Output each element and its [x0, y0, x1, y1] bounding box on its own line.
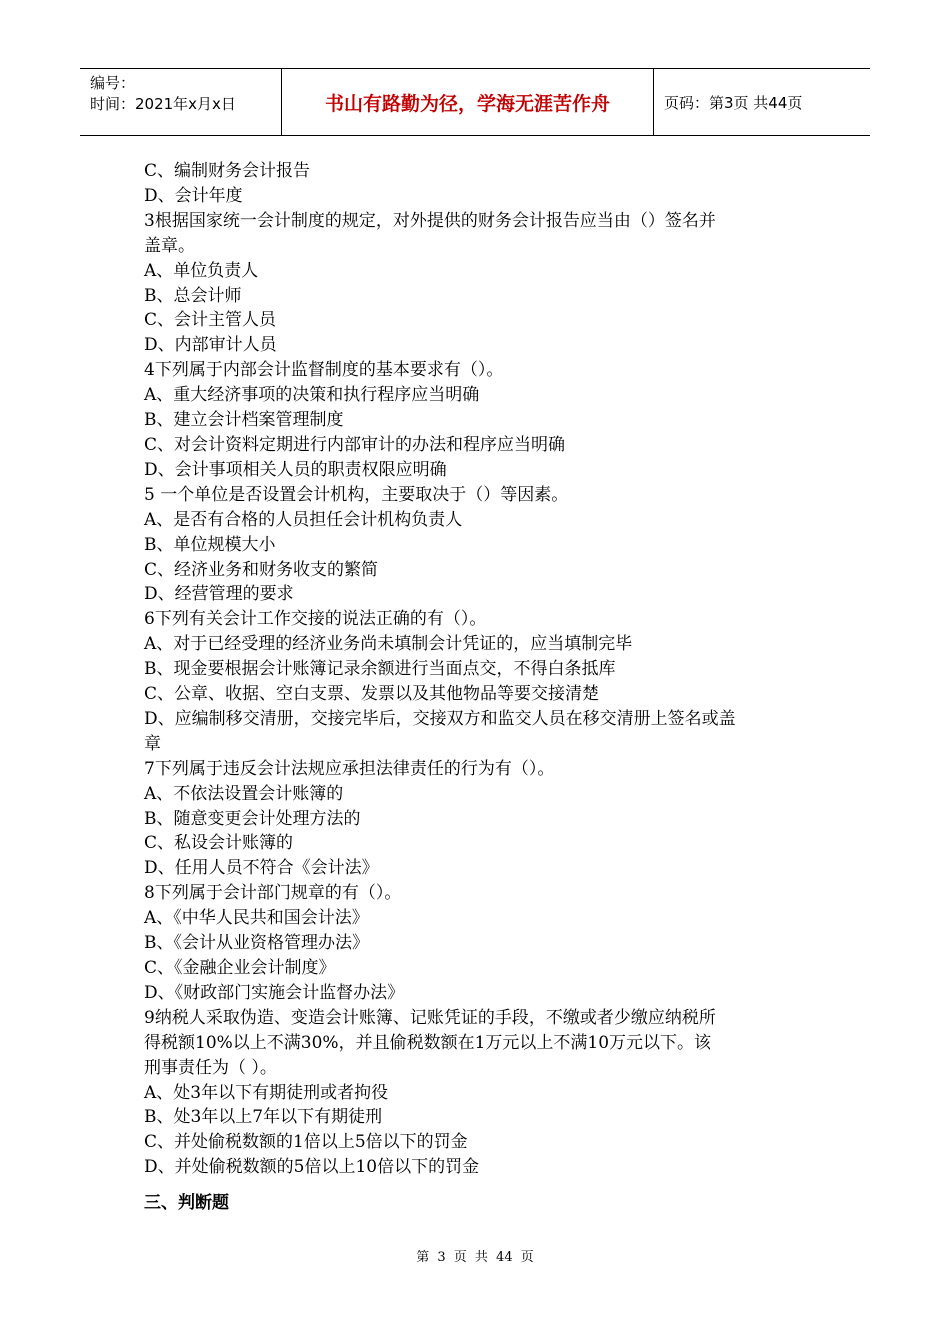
text-line: D、《财政部门实施会计监督办法》: [144, 982, 405, 1003]
text-line: 9纳税人采取伪造、变造会计账簿、记账凭证的手段，不缴或者少缴应纳税所: [144, 1007, 716, 1028]
text-line: C、《金融企业会计制度》: [144, 958, 336, 978]
text-line: C、编制财务会计报告: [144, 161, 311, 181]
text-line: B、现金要根据会计账簿记录余额进行当面点交，不得白条抵库: [144, 659, 616, 680]
text-line: A、单位负责人: [144, 260, 259, 281]
text-line: 6下列有关会计工作交接的说法正确的有（）。: [144, 609, 487, 630]
text-line: D、任用人员不符合《会计法》: [144, 858, 379, 879]
page-header: [80, 68, 870, 136]
text-line: B、随意变更会计处理方法的: [144, 808, 361, 829]
header-page-info: 页码：第3页 共44页: [664, 93, 803, 112]
text-line: B、《会计从业资格管理办法》: [144, 933, 369, 954]
text-line: C、会计主管人员: [144, 310, 277, 331]
header-date-label: 时间：2021年x月x日: [90, 95, 236, 113]
header-meta: [80, 69, 282, 135]
text-line: 4下列属于内部会计监督制度的基本要求有（）。: [144, 360, 504, 381]
text-line: D、会计年度: [144, 185, 243, 206]
page-footer: 第 3 页 共 44 页: [416, 1250, 534, 1265]
text-line: B、单位规模大小: [144, 534, 276, 555]
text-line: 3根据国家统一会计制度的规定，对外提供的财务会计报告应当由（）签名并: [144, 210, 716, 231]
text-line: 8下列属于会计部门规章的有（）。: [144, 883, 402, 904]
text-line: A、不依法设置会计账簿的: [144, 783, 344, 804]
header-motto: 书山有路勤为径，学海无涯苦作舟: [282, 69, 654, 135]
text-line: C、经济业务和财务收支的繁简: [144, 559, 379, 580]
text-line: D、应编制移交清册，交接完毕后，交接双方和监交人员在移交清册上签名或盖: [144, 708, 736, 729]
text-line: D、经营管理的要求: [144, 584, 294, 605]
text-line: A、对于已经受理的经济业务尚未填制会计凭证的，应当填制完毕: [144, 634, 633, 655]
header-number-label: 编号：: [90, 74, 136, 92]
text-line: D、会计事项相关人员的职责权限应明确: [144, 459, 447, 480]
text-line: 7下列属于违反会计法规应承担法律责任的行为有（）。: [144, 758, 555, 779]
text-line: C、私设会计账簿的: [144, 833, 294, 854]
text-line: B、处3年以上7年以下有期徒刑: [144, 1107, 383, 1128]
text-line: A、是否有合格的人员担任会计机构负责人: [144, 509, 463, 530]
text-line: 盖章。: [144, 235, 195, 256]
text-line: 得税额10%以上不满30%，并且偷税数额在1万元以上不满10万元以下。该: [144, 1032, 712, 1053]
text-line: 5 一个单位是否设置会计机构，主要取决于（）等因素。: [144, 484, 569, 505]
text-line: C、并处偷税数额的1倍以上5倍以下的罚金: [144, 1132, 468, 1153]
section-title: 三、判断题: [144, 1193, 229, 1213]
text-line: D、内部审计人员: [144, 335, 277, 356]
text-line: C、对会计资料定期进行内部审计的办法和程序应当明确: [144, 434, 566, 455]
text-line: 刑事责任为（ ）。: [144, 1057, 277, 1078]
document-body: [144, 159, 804, 1180]
text-line: D、并处偷税数额的5倍以上10倍以下的罚金: [144, 1157, 480, 1178]
text-line: C、公章、收据、空白支票、发票以及其他物品等要交接清楚: [144, 684, 600, 705]
text-line: B、建立会计档案管理制度: [144, 410, 344, 431]
text-line: A、重大经济事项的决策和执行程序应当明确: [144, 385, 480, 406]
text-line: B、总会计师: [144, 285, 242, 306]
text-line: 章: [144, 733, 161, 754]
text-line: A、处3年以下有期徒刑或者拘役: [144, 1082, 389, 1103]
text-line: A、《中华人民共和国会计法》: [144, 908, 369, 929]
